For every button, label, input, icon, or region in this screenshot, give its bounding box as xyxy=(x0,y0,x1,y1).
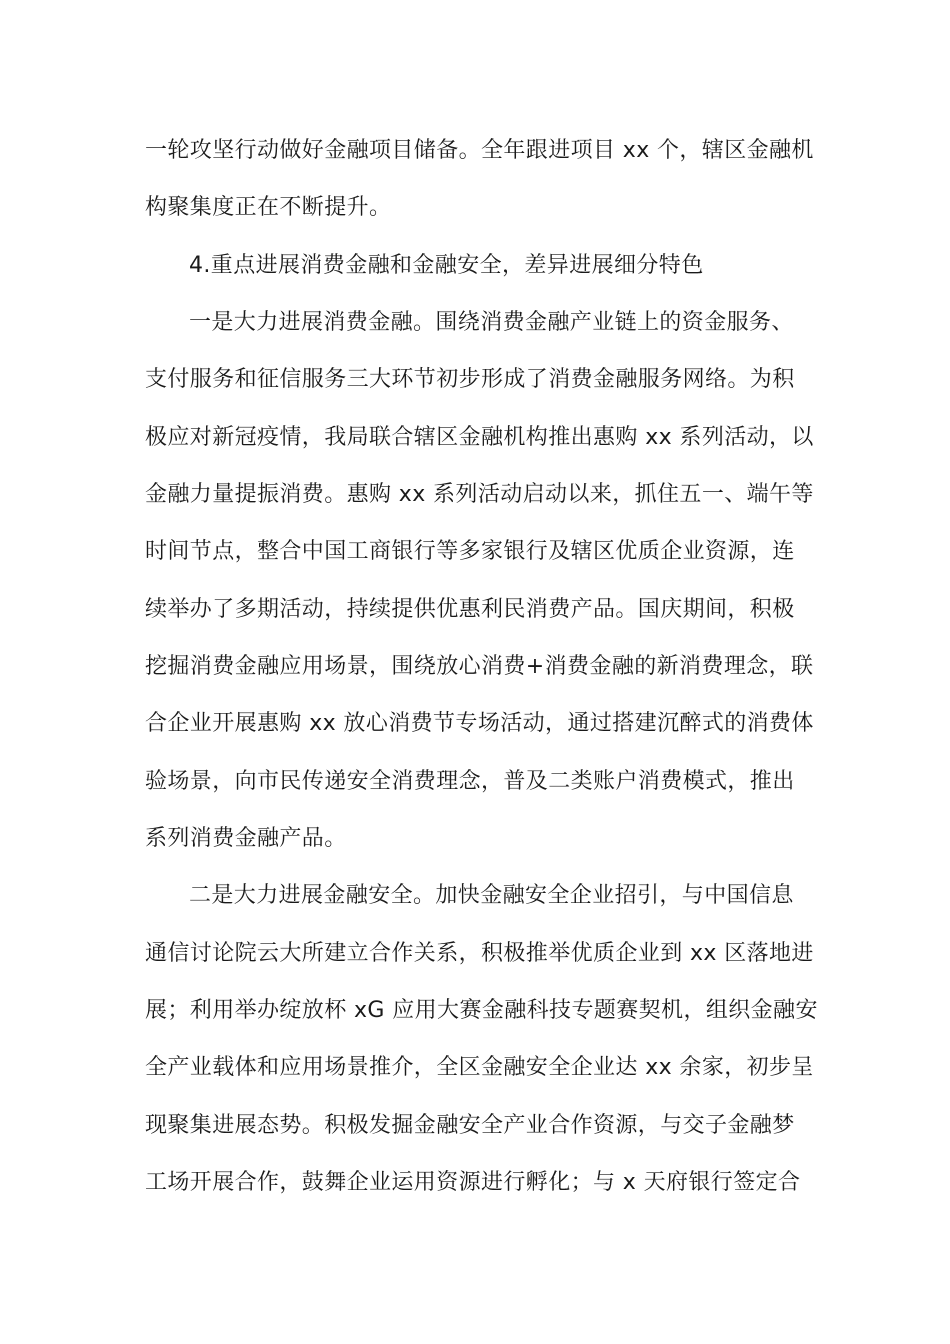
paragraph-line: 金融力量提振消费。惠购 xx 系列活动启动以来，抓住五一、端午等 xyxy=(145,482,814,507)
paragraph-line: 一是大力进展消费金融。围绕消费金融产业链上的资金服务、 xyxy=(189,310,794,335)
paragraph-line: 通信讨论院云大所建立合作关系，积极推举优质企业到 xx 区落地进 xyxy=(145,941,814,966)
paragraph-line: 续举办了多期活动，持续提供优惠利民消费产品。国庆期间，积极 xyxy=(145,597,795,622)
paragraph-line: 合企业开展惠购 xx 放心消费节专场活动，通过搭建沉醉式的消费体 xyxy=(145,711,814,736)
paragraph-line: 极应对新冠疫情，我局联合辖区金融机构推出惠购 xx 系列活动，以 xyxy=(145,425,814,450)
section-heading: 4.重点进展消费金融和金融安全，差异进展细分特色 xyxy=(189,253,704,278)
paragraph-line: 时间节点，整合中国工商银行等多家银行及辖区优质企业资源，连 xyxy=(145,539,795,564)
paragraph-line: 一轮攻坚行动做好金融项目储备。全年跟进项目 xx 个，辖区金融机 xyxy=(145,138,814,163)
paragraph-line: 支付服务和征信服务三大环节初步形成了消费金融服务网络。为积 xyxy=(145,367,795,392)
paragraph-line: 现聚集进展态势。积极发掘金融安全产业合作资源，与交子金融梦 xyxy=(145,1113,795,1138)
paragraph-line: 验场景，向市民传递安全消费理念，普及二类账户消费模式，推出 xyxy=(145,769,795,794)
paragraph-line: 展；利用举办绽放杯 xG 应用大赛金融科技专题赛契机，组织金融安 xyxy=(145,998,818,1023)
paragraph-line: 全产业载体和应用场景推介，全区金融安全企业达 xx 余家，初步呈 xyxy=(145,1055,814,1080)
paragraph-line: 挖掘消费金融应用场景，围绕放心消费+消费金融的新消费理念，联 xyxy=(145,654,814,679)
paragraph-line: 工场开展合作，鼓舞企业运用资源进行孵化；与 x 天府银行签定合 xyxy=(145,1170,801,1195)
paragraph-line: 二是大力进展金融安全。加快金融安全企业招引，与中国信息 xyxy=(189,883,794,908)
paragraph-line: 系列消费金融产品。 xyxy=(145,826,347,851)
paragraph-line: 构聚集度正在不断提升。 xyxy=(145,195,392,220)
